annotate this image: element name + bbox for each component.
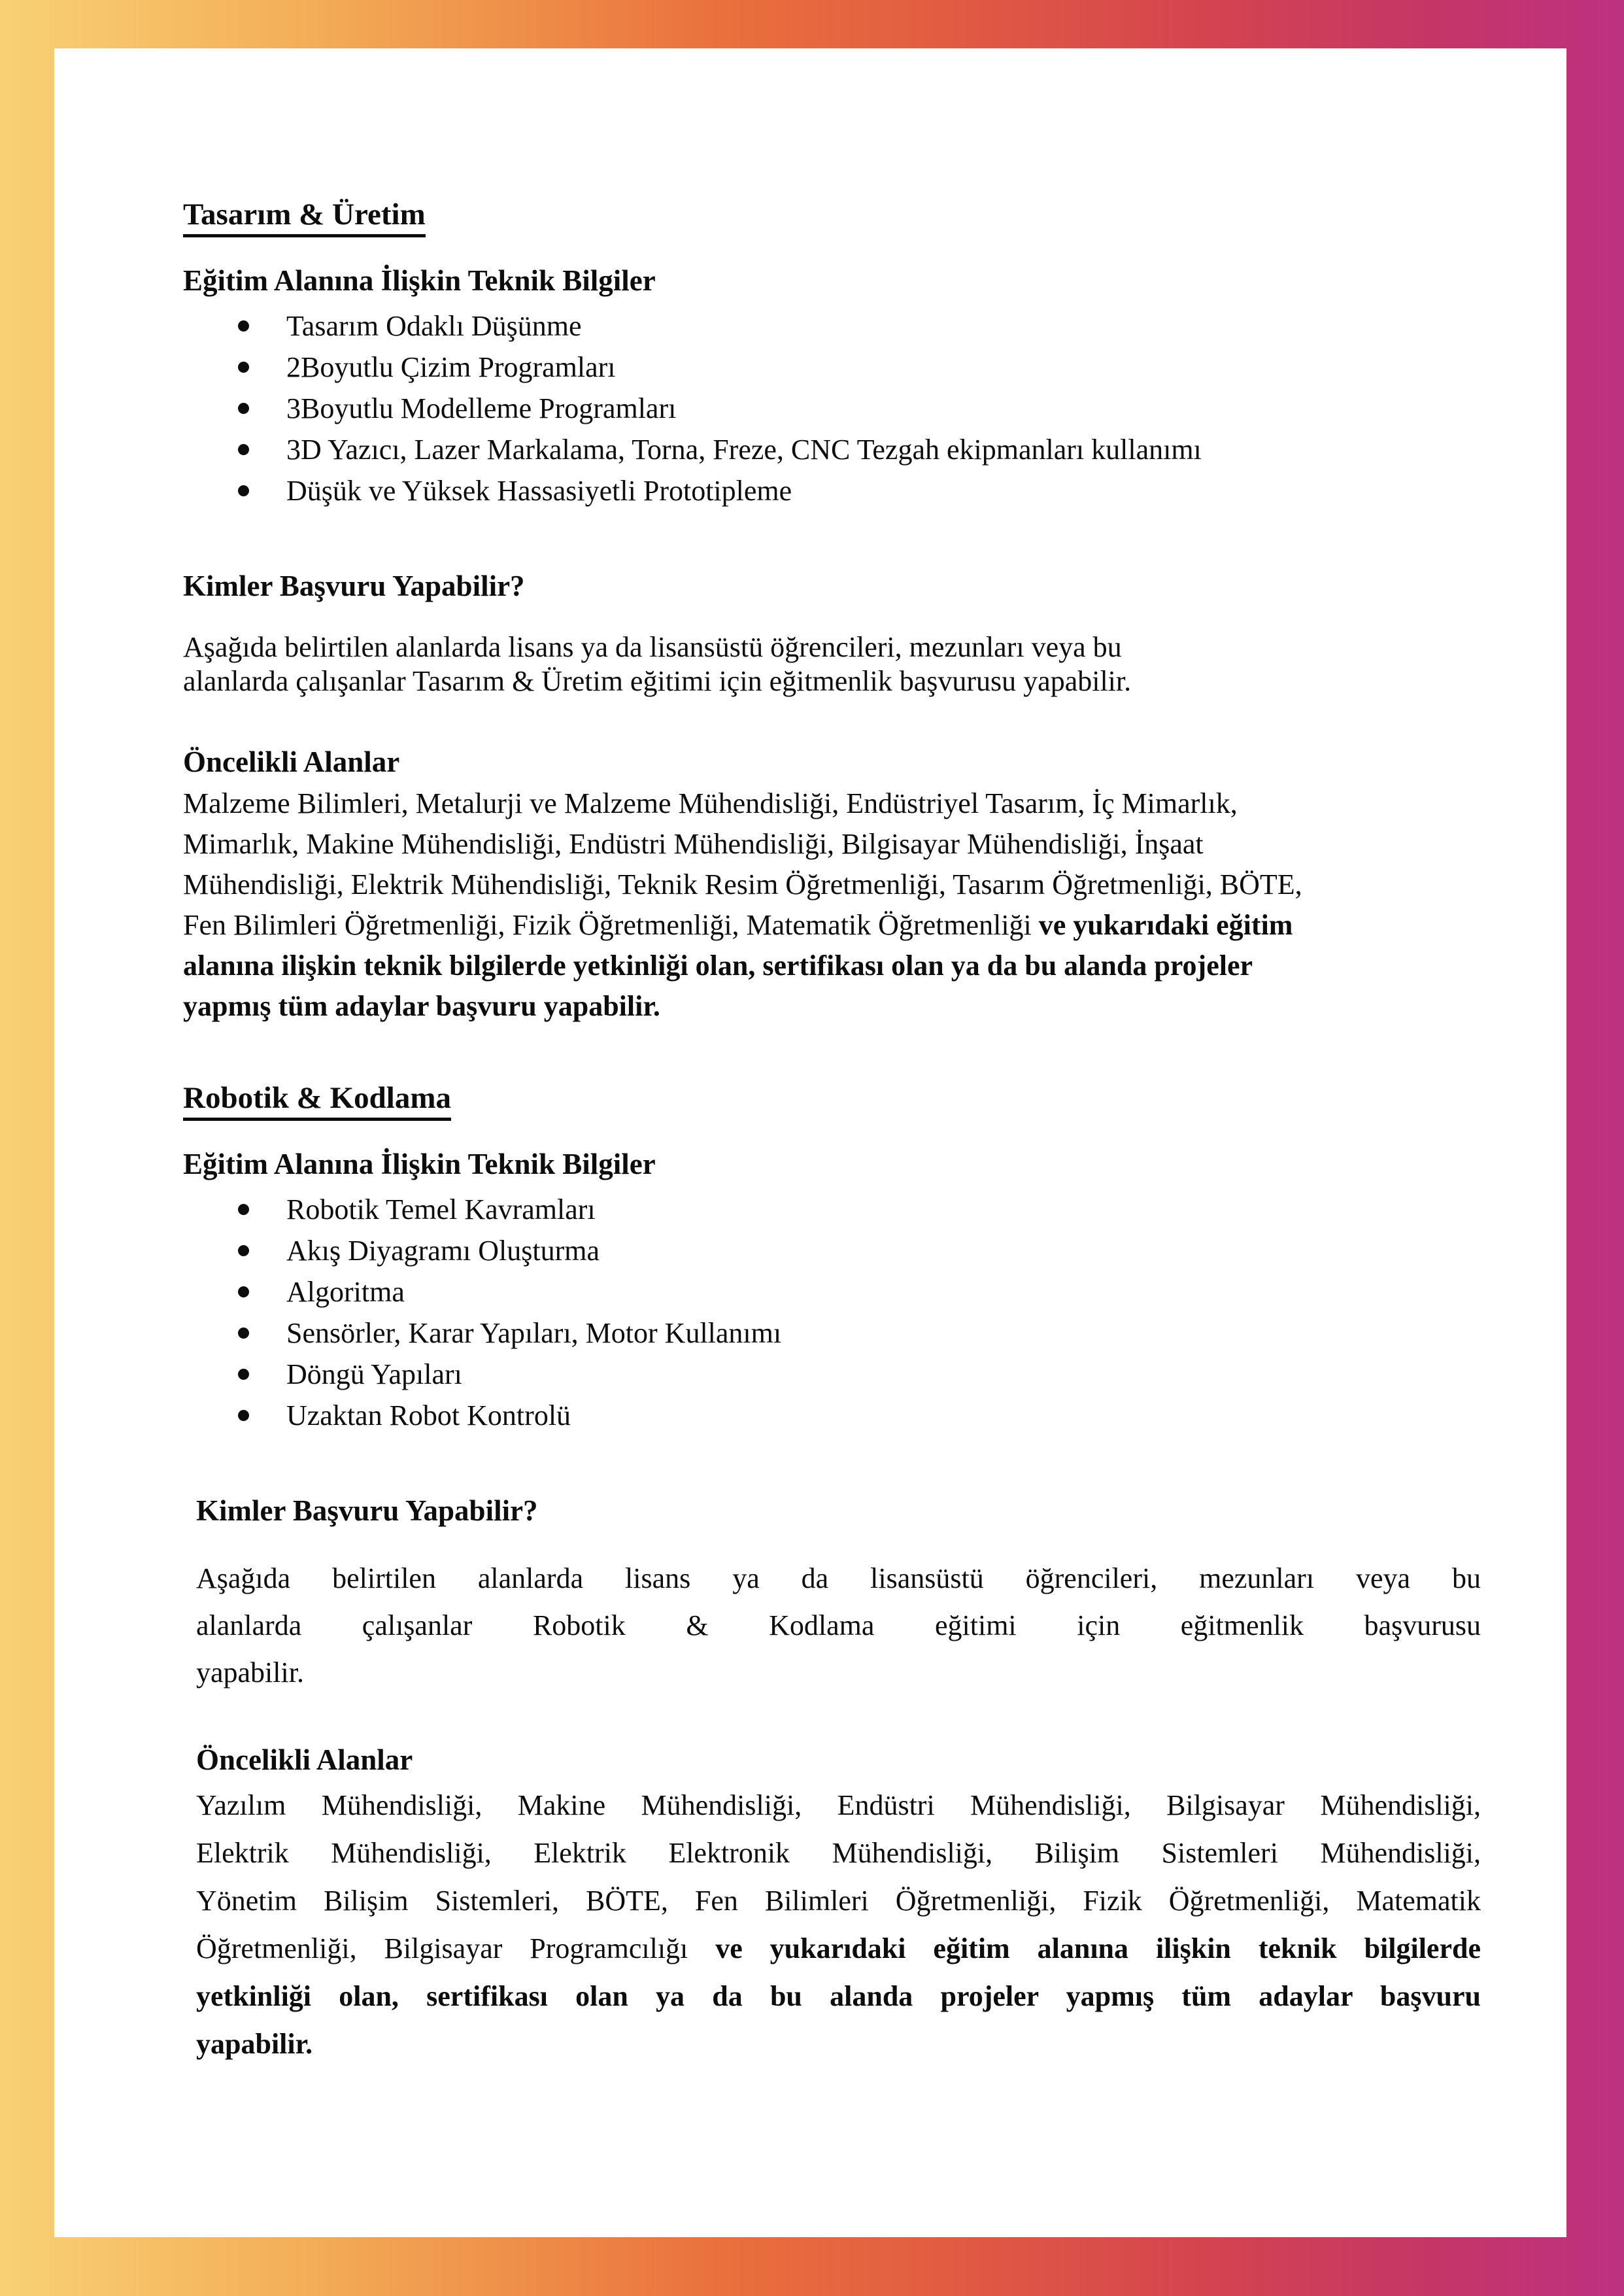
- text-segment: yetkinliği olan, sertifikası olan ya da bu alanda projeler yapmış tüm adaylar başvuru: [196, 1980, 1481, 2012]
- bullet-dot-icon: [238, 444, 249, 455]
- bullet-item: [183, 1354, 1481, 1395]
- text-segment: yapabilir.: [196, 2028, 313, 2060]
- paragraph-line: [196, 1781, 1481, 1829]
- priority-fields-heading: Öncelikli Alanlar: [183, 745, 400, 778]
- bullet-item: [183, 1395, 1481, 1436]
- bullet-item: [183, 1271, 1481, 1312]
- paragraph-line: [196, 2020, 1481, 2068]
- bullet-item: [183, 388, 1481, 429]
- text-segment: yapabilir.: [196, 1656, 304, 1688]
- paragraph-line: [183, 905, 1481, 946]
- tech-info-heading: Eğitim Alanına İlişkin Teknik Bilgiler: [183, 264, 656, 297]
- who-can-apply-heading: Kimler Başvuru Yapabilir?: [183, 570, 525, 602]
- tech-info-heading: Eğitim Alanına İlişkin Teknik Bilgiler: [183, 1148, 656, 1180]
- section-tasarim-uretim: [183, 196, 1481, 1027]
- section-title-text: Robotik & Kodlama: [183, 1081, 451, 1121]
- text-segment: alanına ilişkin teknik bilgilerde yetkinliği olan, sertifikası olan ya da bu alanda projeler: [183, 950, 1253, 982]
- bullet-text: Algoritma: [286, 1276, 405, 1308]
- paragraph-line: [183, 664, 1481, 698]
- text-segment: Malzeme Bilimleri, Metalurji ve Malzeme Mühendisliği, Endüstriyel Tasarım, İç Mimarlık,: [183, 787, 1238, 819]
- text-segment: yapmış tüm adaylar başvuru yapabilir.: [183, 990, 660, 1022]
- bullet-item: [183, 429, 1481, 470]
- bullet-item: [183, 1312, 1481, 1354]
- paragraph-line: [196, 1925, 1481, 1972]
- text-segment: Yazılım Mühendisliği, Makine Mühendisliği, Endüstri Mühendisliği, Bilgisayar Mühendisliği,: [196, 1789, 1481, 1821]
- bullet-text: Düşük ve Yüksek Hassasiyetli Prototipleme: [286, 475, 792, 507]
- document-content: [54, 48, 1566, 2237]
- paragraph-line: [196, 1649, 1481, 1696]
- bullet-dot-icon: [238, 1328, 249, 1339]
- bullet-item: [183, 305, 1481, 347]
- text-segment: Elektrik Mühendisliği, Elektrik Elektronik Mühendisliği, Bilişim Sistemleri Mühendisliği,: [196, 1837, 1481, 1869]
- bullet-text: Tasarım Odaklı Düşünme: [286, 310, 582, 342]
- bullet-text: Uzaktan Robot Kontrolü: [286, 1399, 571, 1431]
- bullet-text: 3Boyutlu Modelleme Programları: [286, 392, 677, 424]
- bullet-text: 3D Yazıcı, Lazer Markalama, Torna, Freze, CNC Tezgah ekipmanları kullanımı: [286, 434, 1202, 466]
- paragraph-line: [196, 1555, 1481, 1602]
- paragraph-line: [183, 865, 1481, 905]
- bullet-dot-icon: [238, 1245, 249, 1256]
- who-can-apply-heading: Kimler Başvuru Yapabilir?: [196, 1494, 538, 1527]
- text-segment: Fen Bilimleri Öğretmenliği, Fizik Öğretmenliği, Matematik Öğretmenliği: [183, 909, 1039, 941]
- paragraph-line: [196, 1972, 1481, 2020]
- text-segment: alanlarda çalışanlar Tasarım & Üretim eğitimi için eğitmenlik başvurusu yapabilir.: [183, 665, 1132, 697]
- bullet-dot-icon: [238, 1410, 249, 1421]
- bullet-text: Döngü Yapıları: [286, 1358, 462, 1390]
- bullet-dot-icon: [238, 362, 249, 373]
- document-sheet: [54, 48, 1566, 2237]
- paragraph-line: [183, 986, 1481, 1027]
- priority-fields-paragraph: [196, 1781, 1481, 2068]
- priority-fields-paragraph: [183, 783, 1481, 1027]
- bullet-text: Robotik Temel Kavramları: [286, 1193, 596, 1225]
- text-segment: alanlarda çalışanlar Robotik & Kodlama eğitimi için eğitmenlik başvurusu: [196, 1609, 1481, 1641]
- bullet-text: Akış Diyagramı Oluşturma: [286, 1235, 600, 1267]
- text-segment: Yönetim Bilişim Sistemleri, BÖTE, Fen Bilimleri Öğretmenliği, Fizik Öğretmenliği, Matematik: [196, 1885, 1481, 1917]
- bullet-dot-icon: [238, 1369, 249, 1380]
- section-robotik-kodlama: [183, 1079, 1481, 2068]
- bullet-dot-icon: [238, 1204, 249, 1215]
- paragraph-line: [196, 1877, 1481, 1925]
- section-title: [183, 1079, 1481, 1117]
- paragraph-line: [196, 1602, 1481, 1649]
- paragraph-line: [183, 783, 1481, 824]
- bullet-item: [183, 470, 1481, 511]
- text-segment: Aşağıda belirtilen alanlarda lisans ya da lisansüstü öğrencileri, mezunları veya bu: [196, 1562, 1481, 1594]
- section-title-text: Tasarım & Üretim: [183, 197, 426, 237]
- priority-fields-heading: Öncelikli Alanlar: [196, 1743, 413, 1776]
- bullet-dot-icon: [238, 485, 249, 496]
- section-title: [183, 196, 1481, 233]
- bullet-list: [183, 305, 1481, 511]
- who-can-apply-paragraph: [183, 630, 1481, 698]
- bullet-list: [183, 1189, 1481, 1436]
- bullet-dot-icon: [238, 320, 249, 332]
- bullet-dot-icon: [238, 403, 249, 414]
- bullet-text: 2Boyutlu Çizim Programları: [286, 351, 616, 383]
- text-segment: Mimarlık, Makine Mühendisliği, Endüstri Mühendisliği, Bilgisayar Mühendisliği, İnşaat: [183, 828, 1204, 860]
- text-segment: Mühendisliği, Elektrik Mühendisliği, Teknik Resim Öğretmenliği, Tasarım Öğretmenliği, BÖTE,: [183, 868, 1302, 900]
- paragraph-line: [183, 630, 1481, 664]
- bullet-item: [183, 1189, 1481, 1230]
- paragraph-line: [183, 946, 1481, 986]
- text-segment: ve yukarıdaki eğitim alanına ilişkin teknik bilgilerde: [715, 1932, 1481, 1964]
- bullet-item: [183, 347, 1481, 388]
- paragraph-line: [196, 1829, 1481, 1877]
- text-segment: ve yukarıdaki eğitim: [1038, 909, 1293, 941]
- bullet-item: [183, 1230, 1481, 1271]
- paragraph-line: [183, 824, 1481, 865]
- bullet-text: Sensörler, Karar Yapıları, Motor Kullanımı: [286, 1317, 782, 1349]
- text-segment: Öğretmenliği, Bilgisayar Programcılığı: [196, 1932, 716, 1964]
- text-segment: Aşağıda belirtilen alanlarda lisans ya da lisansüstü öğrencileri, mezunları veya bu: [183, 631, 1122, 663]
- bullet-dot-icon: [238, 1286, 249, 1297]
- who-can-apply-paragraph: [196, 1555, 1481, 1696]
